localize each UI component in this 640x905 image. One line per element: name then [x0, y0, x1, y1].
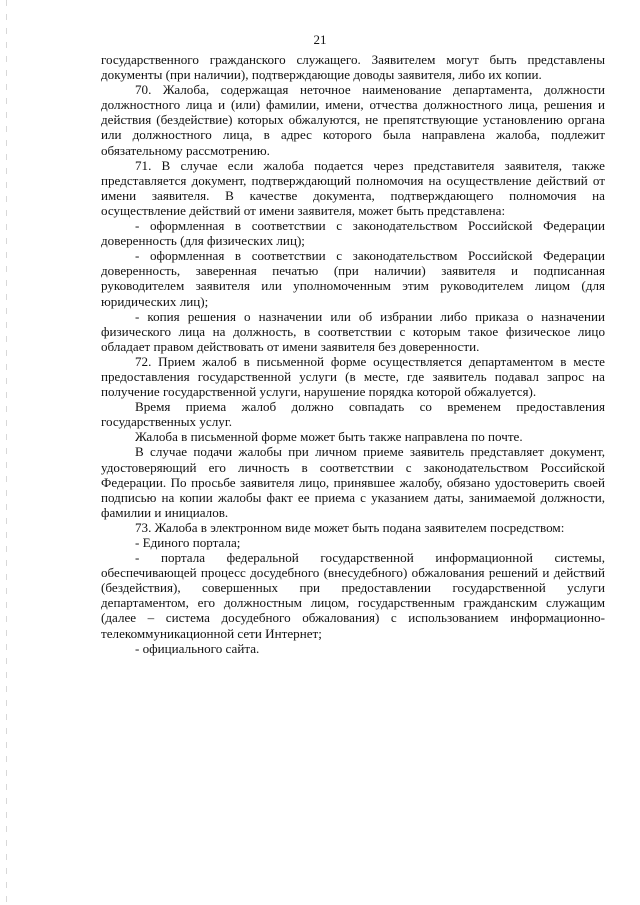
scan-edge-artifact [6, 0, 7, 905]
list-item-legal-entities: - оформленная в соответствии с законодательством Российской Федерации доверенность, заверенная печатью (при наличии) заявителя и подписанная руководителем заявителя или уполномоченным этим руководителем лицом (для юридических лиц); [101, 248, 605, 309]
paragraph-reception-time: Время приема жалоб должно совпадать со временем предоставления государственных услуг. [101, 399, 605, 430]
document-body [101, 52, 605, 656]
list-item-federal-portal: - портала федеральной государственной информационной системы, обеспечивающей процесс досудебного (внесудебного) обжалования решений и действий (бездействия), совершенных при предоставлении государственной услуги департаментом, его должностным лицом, государственным гражданским служащим (далее – система досудебного обжалования) с использованием информационно-телекоммуникационной сети Интернет; [101, 550, 605, 641]
paragraph-continuation: государственного гражданского служащего. Заявителем могут быть представлены документы (при наличии), подтверждающие доводы заявителя, либо их копии. [101, 52, 605, 83]
paragraph-personal-reception: В случае подачи жалобы при личном приеме заявитель представляет документ, удостоверяющий его личность в соответствии с законодательством Российской Федерации. По просьбе заявителя лицо, принявшее жалобу, обязано удостоверить своей подписью на копии жалобы факт ее приема с указанием даты, занимаемой должности, фамилии и инициалов. [101, 444, 605, 520]
page-number: 21 [313, 32, 327, 47]
list-item-unified-portal: - Единого портала; [135, 535, 241, 550]
paragraph-73: 73. Жалоба в электронном виде может быть подана заявителем посредством: [135, 519, 565, 535]
paragraph-70: 70. Жалоба, содержащая неточное наименование департамента, должности должностного лица и (или) фамилии, имени, отчества должностного лица, решения и действия (бездействие) которых обжалуются, не препятствующие установлению органа или должностного лица, в адрес которого была направлена жалоба, подлежит обязательному рассмотрению. [101, 82, 605, 158]
list-item-individuals: - оформленная в соответствии с законодательством Российской Федерации доверенность (для физических лиц); [101, 218, 605, 249]
paragraph-72: 72. Прием жалоб в письменной форме осуществляется департаментом в месте предоставления государственной услуги (в месте, где заявитель подавал запрос на получение государственной услуги, нарушение порядка которой обжалуется). [101, 353, 605, 400]
list-item-official-site: - официального сайта. [135, 640, 260, 656]
list-item-appointment-copy: - копия решения о назначении или об избрании либо приказа о назначении физического лица на должность, в соответствии с которым такое физическое лицо обладает правом действовать от имени заявителя без доверенности. [101, 308, 605, 354]
paragraph-71: 71. В случае если жалоба подается через представителя заявителя, также представляется документ, подтверждающий полномочия на осуществление действий от имени заявителя. В качестве документа, подтверждающего полномочия на осуществление действий от имени заявителя, может быть представлена: [101, 157, 605, 218]
paragraph-by-mail: Жалоба в письменной форме может быть также направлена по почте. [135, 429, 523, 445]
